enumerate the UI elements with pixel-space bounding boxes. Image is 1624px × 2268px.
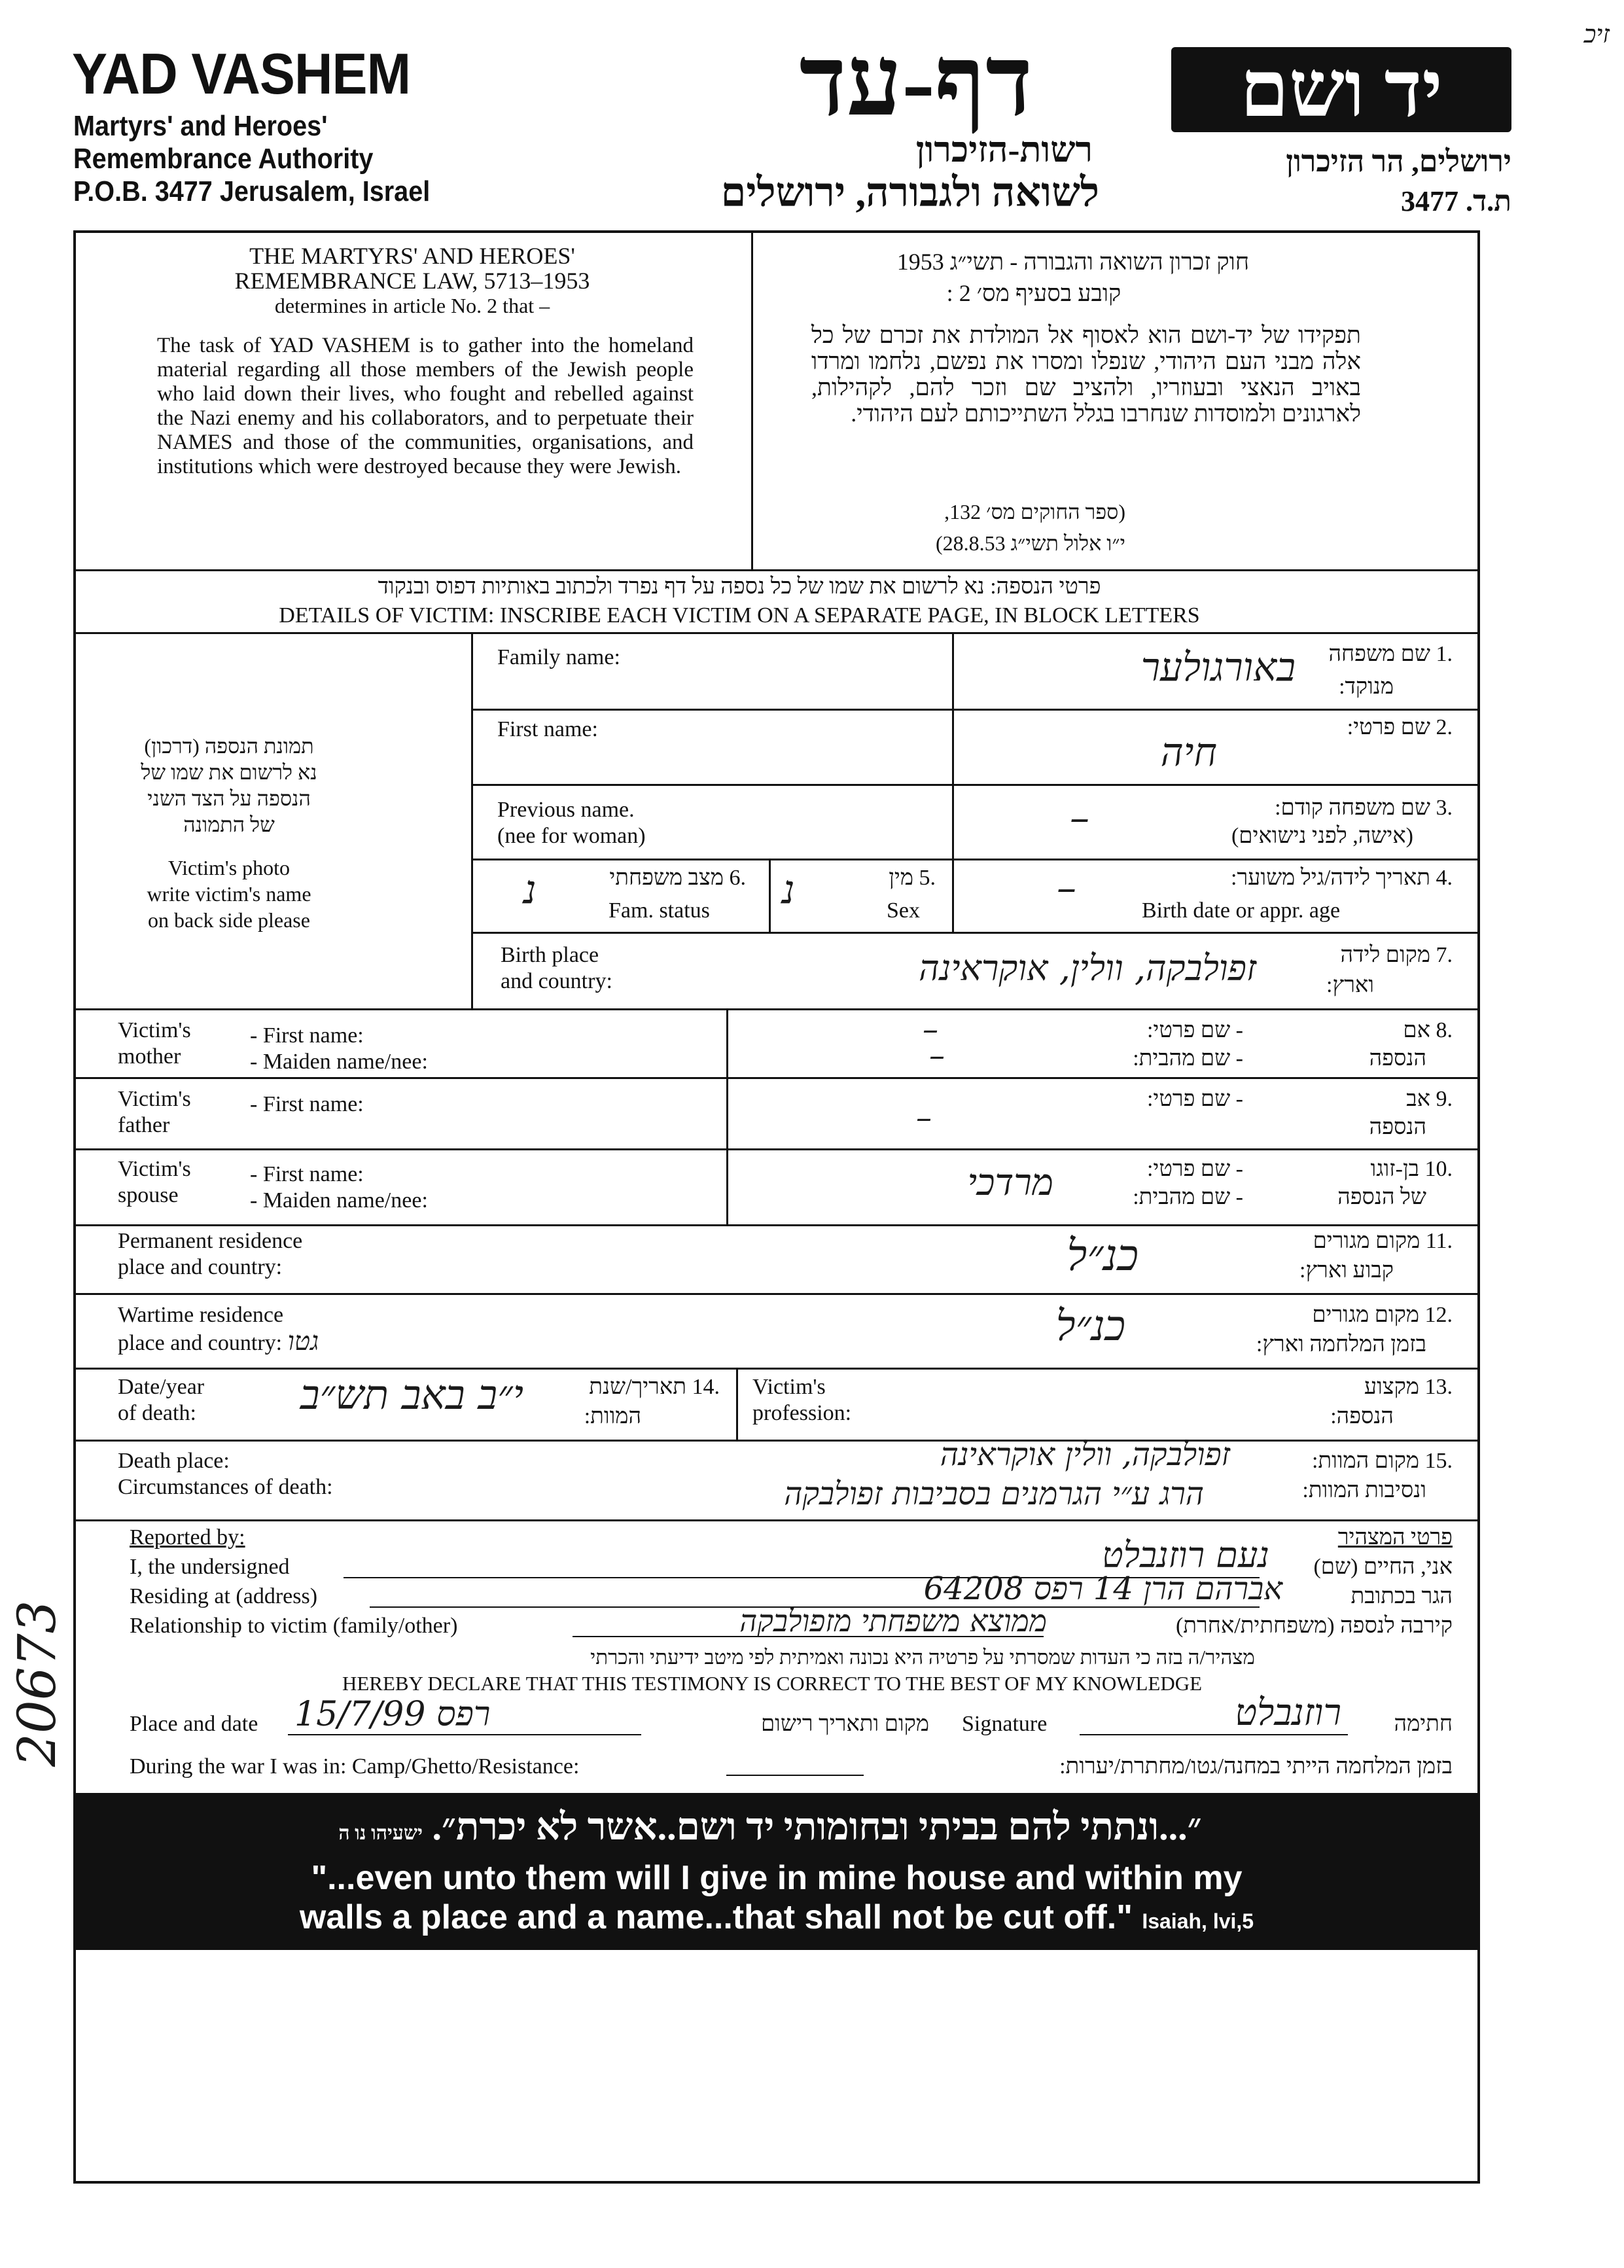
law-he-ref-1: (ספר החוקים מס׳ 132, — [944, 500, 1125, 523]
page-of-testimony-title: דף-עד — [799, 27, 1033, 136]
photo-he-2: נא לרשום את שמו של — [141, 760, 317, 784]
profession-label-en: Victim's profession: — [752, 1375, 852, 1425]
details-header-en: DETAILS OF VICTIM: INSCRIBE EACH VICTIM ON A SEPARATE PAGE, IN BLOCK LETTERS — [279, 603, 1200, 628]
mother-first-name-label: - First name: — [250, 1023, 364, 1048]
death-place-value[interactable]: זפולבקה, וולין אוקראינה — [940, 1436, 1230, 1473]
law-en-heading-2: REMEMBRANCE LAW, 5713–1953 — [234, 268, 590, 294]
divider — [736, 1368, 738, 1440]
divider — [73, 569, 1480, 571]
divider — [471, 784, 1480, 786]
previous-name-label-en: Previous name. (nee for woman) — [497, 798, 646, 848]
divider — [73, 1224, 1480, 1226]
father-label-he-2: הנספה — [1369, 1115, 1426, 1139]
place-date-label-en: Place and date — [130, 1712, 258, 1736]
birth-place-value[interactable]: זפולבקה, וולין, אוקראינה — [919, 948, 1256, 989]
yad-vashem-logo — [1171, 47, 1511, 132]
org-line-3: P.O.B. 3477 Jerusalem, Israel — [73, 175, 431, 207]
divider — [471, 709, 1480, 711]
birth-place-label-en: Birth place and country: — [501, 943, 612, 993]
photo-area[interactable] — [98, 733, 360, 933]
previous-name-value[interactable]: – — [1070, 795, 1089, 841]
birth-place-label-he-2: וארץ: — [1326, 973, 1374, 997]
war-location-label-he: בזמן המלחמה הייתי במחנה/גטו/מחתרת/יערות: — [1059, 1754, 1453, 1779]
signature-value[interactable]: רוזנבלט — [1235, 1692, 1341, 1734]
mother-label-he-2: הנספה — [1369, 1046, 1426, 1071]
death-date-label-he-2: המוות: — [584, 1404, 641, 1428]
first-name-label-en: First name: — [497, 717, 598, 741]
mother-first-name-label-he: - שם פרטי: — [1146, 1018, 1243, 1042]
declaration-en: HEREBY DECLARE THAT THIS TESTIMONY IS CORRECT TO THE BEST OF MY KNOWLEDGE — [342, 1672, 1203, 1695]
org-title: YAD VASHEM — [72, 41, 411, 106]
divider — [769, 859, 771, 932]
place-date-label-he: מקום ותאריך רישום — [760, 1712, 929, 1736]
divider — [73, 1077, 1480, 1079]
divider — [952, 632, 954, 861]
law-en-block — [157, 243, 667, 318]
relationship-label-en: Relationship to victim (family/other) — [130, 1614, 458, 1638]
war-location-label-en: During the war I was in: Camp/Ghetto/Resistance: — [130, 1754, 580, 1779]
death-place-label-he: .15 מקום המוות: — [1311, 1449, 1453, 1473]
sex-label-en: Sex — [887, 898, 920, 923]
fam-status-value[interactable]: נ — [523, 867, 537, 913]
birth-date-label-en: Birth date or appr. age — [1142, 898, 1341, 923]
logo-address-he-1: ירושלים, הר הזיכרון — [1286, 145, 1511, 178]
details-header-he: פרטי הנספה: נא לרשום את שמו של כל נספה על דף נפרד ולכתוב באותיות דפוס ובנקוד — [378, 575, 1101, 599]
scripture-banner — [73, 1793, 1480, 1950]
reporter-title-he: פרטי המצהיר — [1337, 1525, 1453, 1550]
family-name-value[interactable]: באורגולער — [1140, 645, 1296, 690]
address-label-he: הגר בכתובת — [1350, 1584, 1453, 1608]
birth-date-value[interactable]: – — [1057, 865, 1076, 911]
wartime-residence-value[interactable]: כנ״ל — [1055, 1302, 1125, 1351]
birth-place-label-he: .7 מקום לידה — [1340, 943, 1453, 967]
mother-first-name-value[interactable]: – — [923, 1011, 938, 1048]
father-first-name-value[interactable]: – — [916, 1099, 932, 1136]
divider — [471, 632, 473, 1008]
death-date-value[interactable]: י״ב באב תש״ב — [300, 1371, 523, 1419]
death-place-label-he-2: ונסיבות המוות: — [1302, 1478, 1426, 1502]
family-name-label-he-2: מנוקד: — [1339, 675, 1394, 699]
org-address-block — [73, 110, 430, 208]
death-date-label-he: .14 תאריך/שנת — [589, 1375, 720, 1399]
spouse-label-en: Victim's spouse — [118, 1157, 191, 1207]
divider — [73, 1519, 1480, 1521]
scripture-en-2: walls a place and a name...that shall not be cut off." Isaiah, lvi,5 — [299, 1898, 1254, 1936]
spouse-first-name-label-he: - שם פרטי: — [1146, 1157, 1243, 1181]
scripture-en-1: "...even unto them will I give in mine house and within my — [311, 1859, 1243, 1897]
permanent-residence-label-he: .11 מקום מגורים — [1313, 1229, 1453, 1253]
family-name-label-he: .1 שם משפחה — [1328, 642, 1453, 666]
margin-note-top: זיכ — [1583, 20, 1610, 48]
father-label-en: Victim's father — [118, 1087, 191, 1137]
spouse-label-he-2: של הנספה — [1337, 1185, 1426, 1209]
relationship-label-he: קירבה לנספה (משפחתית/אחרת) — [1175, 1614, 1453, 1638]
wartime-residence-note[interactable]: גטו — [287, 1326, 319, 1356]
sex-value[interactable]: נ — [782, 867, 795, 913]
undersigned-label-en: I, the undersigned — [130, 1555, 290, 1579]
divider — [952, 859, 954, 932]
law-en-body: The task of YAD VASHEM is to gather into the homeland material regarding all those members of the Jewish people who laid down their lives, who fought and rebelled against the Nazi enemy and his collaborators, and to perpetuate their NAMES and those of the communities, organisations, and institutions which were destroyed because they were Jewish. — [157, 334, 694, 478]
wartime-residence-label-he-2: בזמן המלחמה וארץ: — [1256, 1332, 1426, 1356]
father-first-name-label: - First name: — [250, 1092, 364, 1116]
fam-status-label-he: .6 מצב משפחתי — [609, 866, 746, 890]
mother-label-he: .8 אם — [1403, 1018, 1453, 1042]
divider — [751, 230, 753, 569]
law-en-heading-3: determines in article No. 2 that – — [274, 294, 550, 317]
law-he-heading-2: קובע בסעיף מס׳ 2 : — [946, 280, 1121, 306]
spouse-label-he: .10 בן-זוגו — [1370, 1157, 1453, 1181]
spouse-maiden-name-label: - Maiden name/nee: — [250, 1188, 428, 1213]
father-label-he: .9 אב — [1406, 1087, 1453, 1111]
org-line-1: Martyrs' and Heroes' — [73, 110, 328, 142]
wartime-residence-label-en: Wartime residence place and country: גטו — [118, 1303, 319, 1356]
place-date-value[interactable]: 15/7/99 רפס — [294, 1695, 491, 1734]
divider — [73, 1293, 1480, 1295]
death-date-label-en: Date/year of death: — [118, 1375, 205, 1425]
underline — [1080, 1734, 1348, 1735]
photo-he-3: הנספה על הצד השני — [147, 787, 311, 810]
reporter-name-value[interactable]: נעם רוזנבלט — [1102, 1534, 1269, 1576]
mother-maiden-name-label-he: - שם מהבית: — [1133, 1046, 1243, 1071]
divider — [73, 632, 1480, 634]
reported-by-title: Reported by: — [130, 1525, 245, 1550]
previous-name-label-he-2: (אישה, לפני נישואים) — [1231, 824, 1413, 848]
mother-maiden-name-label: - Maiden name/nee: — [250, 1050, 428, 1074]
photo-he-4: של התמונה — [183, 813, 275, 836]
authority-subtitle-he: לשואה ולגבורה, ירושלים — [720, 171, 1099, 215]
logo-address-he-2: ת.ד. 3477 — [1401, 185, 1511, 217]
spouse-first-name-value[interactable]: מרדכי — [967, 1161, 1053, 1204]
declaration-he: מצהיר/ה בזה כי העדות שמסרתי על פרטיה היא נכונה ואמיתית לפי מיטב ידיעתי והכרתי — [590, 1646, 1255, 1669]
birth-date-label-he: .4 תאריך לידה/גיל משוער: — [1231, 866, 1453, 890]
signature-label-en: Signature — [962, 1712, 1048, 1736]
photo-en-3: on back side please — [148, 908, 310, 932]
undersigned-label-he: אני, החיים (שם) — [1313, 1555, 1453, 1579]
first-name-value[interactable]: חיה — [1160, 730, 1217, 775]
margin-note: 20673 — [7, 1600, 67, 1767]
sex-label-he: .5 מין — [889, 866, 936, 890]
profession-label-he: .13 מקצוע — [1364, 1375, 1453, 1399]
fam-status-label-en: Fam. status — [609, 898, 710, 923]
permanent-residence-value[interactable]: כנ״ל — [1067, 1230, 1139, 1281]
father-first-name-label-he: - שם פרטי: — [1146, 1087, 1243, 1111]
divider — [471, 859, 1480, 860]
divider — [73, 1008, 1480, 1010]
death-place-label-en: Death place: Circumstances of death: — [118, 1449, 333, 1499]
relationship-value[interactable]: ממוצא משפחתי מזפולבקה — [739, 1603, 1047, 1639]
wartime-residence-label-he: .12 מקום מגורים — [1312, 1303, 1453, 1327]
permanent-residence-label-he-2: קבוע וארץ: — [1299, 1258, 1394, 1283]
underline — [726, 1775, 864, 1776]
divider — [471, 932, 1480, 934]
law-en-heading-1: THE MARTYRS' AND HEROES' — [249, 243, 575, 269]
spouse-first-name-label: - First name: — [250, 1162, 364, 1186]
law-he-ref-2: י״ו אלול תשי״ג 28.8.53) — [936, 531, 1125, 555]
authority-name-he: רשות-הזיכרון — [915, 130, 1093, 169]
photo-en-1: Victim's photo — [168, 856, 291, 879]
scripture-he: ״...ונתתי להם בביתי ובחומותי יד ושם..אשר לא יכרת״. ישעיהו נו ה — [338, 1805, 1202, 1848]
photo-he-1: תמונת הנספה (דרכון) — [144, 734, 314, 758]
death-circumstances-value[interactable]: הרג ע״י הגרמנים בסביבות זפולבקה — [784, 1476, 1204, 1512]
mother-maiden-name-value[interactable]: – — [929, 1037, 945, 1074]
family-name-label-en: Family name: — [497, 645, 620, 669]
photo-en-2: write victim's name — [147, 882, 311, 906]
divider — [726, 1008, 728, 1224]
permanent-residence-label-en: Permanent residence place and country: — [118, 1229, 303, 1279]
law-he-body: תפקידו של יד-ושם הוא לאסוף אל המולדת את זכרם של כל אלה מבני העם היהודי, שנפלו ומסרו את נפשם, נלחמו ומרדו באויב הנאצי ובעוזריו, ולהציב שם וזכר להם, לקהילות, לארגונים ולמוסדות שנחרבו בגלל השתייכותם לעם היהודי. — [811, 322, 1361, 427]
divider — [73, 1148, 1480, 1150]
first-name-label-he: .2 שם פרטי: — [1347, 715, 1453, 739]
reporter-address-value[interactable]: אברהם הרן 14 רפס 64208 — [923, 1570, 1282, 1607]
underline — [288, 1734, 641, 1735]
previous-name-label-he: .3 שם משפחה קודם: — [1275, 796, 1453, 820]
org-line-2: Remembrance Authority — [73, 143, 374, 175]
profession-label-he-2: הנספה: — [1330, 1404, 1394, 1428]
signature-label-he: חתימה — [1394, 1712, 1453, 1736]
divider — [73, 1368, 1480, 1370]
address-label-en: Residing at (address) — [130, 1584, 318, 1608]
mother-label-en: Victim's mother — [118, 1018, 191, 1069]
spouse-maiden-name-label-he: - שם מהבית: — [1133, 1185, 1243, 1209]
logo-text: יד ושם — [1240, 46, 1443, 133]
law-he-heading-1: חוק זכרון השואה והגבורה - תשי״ג 1953 — [896, 249, 1250, 275]
